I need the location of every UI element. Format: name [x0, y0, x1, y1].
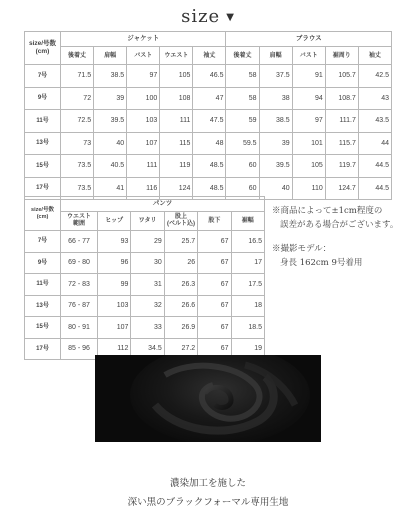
table1-cell: 38.5: [259, 110, 292, 133]
table1-corner-header: size/号数 (cm): [25, 32, 61, 65]
table1-cell: 43: [358, 87, 391, 110]
table1-cell: 38.5: [94, 65, 127, 88]
table2-cell: 18.5: [231, 317, 264, 339]
table-row: [25, 317, 265, 339]
table1-cell: 100: [127, 87, 160, 110]
table-row: [25, 252, 265, 274]
table2-cell: 30: [131, 252, 164, 274]
table1-cell: 47.5: [193, 110, 226, 133]
table-row: [25, 274, 265, 296]
table2-cell: 67: [198, 295, 231, 317]
table1-cell: 48: [193, 132, 226, 155]
size-label: 7号: [25, 231, 61, 253]
table2-cell: 93: [98, 231, 131, 253]
table-row: [25, 295, 265, 317]
table1-cell: 91: [292, 65, 325, 88]
table1-column-header: バスト: [127, 47, 160, 65]
table1-cell: 44.5: [358, 177, 391, 200]
table1-cell: 58: [226, 87, 259, 110]
table1-cell: 124: [160, 177, 193, 200]
size-label: 11号: [25, 274, 61, 296]
table2-cell: 67: [198, 338, 231, 360]
fabric-caption-line2: 深い黒のブラックフォーマル専用生地: [127, 497, 289, 508]
table1-cell: 73: [61, 132, 94, 155]
fabric-caption-line1: 濃染加工を施した: [169, 478, 246, 489]
table-row: [25, 231, 265, 253]
note-tolerance-line2: 誤差がある場合がございます。: [280, 220, 399, 230]
size-label: 17号: [25, 177, 61, 200]
table2-cell: 76 - 87: [61, 295, 98, 317]
table1-cell: 60: [226, 177, 259, 200]
table1-cell: 39.5: [259, 155, 292, 178]
table1-cell: 105.7: [325, 65, 358, 88]
pants-size-table: [24, 196, 265, 360]
table2-cell: 16.5: [231, 231, 264, 253]
table1-cell: 116: [127, 177, 160, 200]
page-title: [0, 6, 416, 27]
table1-column-header: 後着丈: [226, 47, 259, 65]
table1-cell: 119.7: [325, 155, 358, 178]
triangle-down-icon: ▼: [226, 12, 235, 23]
table1-cell: 40.5: [94, 155, 127, 178]
table2-cell: 18: [231, 295, 264, 317]
table2-column-header: 股下: [198, 212, 231, 231]
table2-cell: 17.5: [231, 274, 264, 296]
table-row: [25, 155, 392, 178]
note-model-line1: ※撮影モデル：: [272, 244, 332, 254]
table2-column-header: ワタリ: [131, 212, 164, 231]
fabric-drape-image: [95, 355, 321, 442]
table2-cell: 99: [98, 274, 131, 296]
table1-column-header: 肩幅: [259, 47, 292, 65]
table-row: [25, 65, 392, 88]
table2-column-header: 股上 (ベルト込): [164, 212, 197, 231]
table1-cell: 38: [259, 87, 292, 110]
table2-column-header: 裾幅: [231, 212, 264, 231]
table1-cell: 108.7: [325, 87, 358, 110]
table1-cell: 44: [358, 132, 391, 155]
table2-cell: 66 - 77: [61, 231, 98, 253]
table1-cell: 40: [94, 132, 127, 155]
table1-cell: 72.5: [61, 110, 94, 133]
table1-cell: 42.5: [358, 65, 391, 88]
table2-corner-header: size/号数 (cm): [25, 197, 61, 231]
table1-cell: 73.5: [61, 155, 94, 178]
table2-cell: 34.5: [131, 338, 164, 360]
table2-cell: 26.9: [164, 317, 197, 339]
table1-cell: 108: [160, 87, 193, 110]
table1-cell: 101: [292, 132, 325, 155]
table1-cell: 43.5: [358, 110, 391, 133]
table1-cell: 40: [259, 177, 292, 200]
table1-cell: 115.7: [325, 132, 358, 155]
table2-cell: 107: [98, 317, 131, 339]
table1-column-header: 裾周り: [325, 47, 358, 65]
table2-column-header: ヒップ: [98, 212, 131, 231]
table1-cell: 97: [292, 110, 325, 133]
table1-cell: 58: [226, 65, 259, 88]
table2-cell: 103: [98, 295, 131, 317]
table1-cell: 59: [226, 110, 259, 133]
table1-cell: 48.5: [193, 155, 226, 178]
notes: [272, 204, 412, 270]
table1-cell: 41: [94, 177, 127, 200]
table2-cell: 31: [131, 274, 164, 296]
size-label: 17号: [25, 338, 61, 360]
table1-column-header: 肩幅: [94, 47, 127, 65]
table1-cell: 37.5: [259, 65, 292, 88]
table2-cell: 26.6: [164, 295, 197, 317]
table2-cell: 26: [164, 252, 197, 274]
table1-cell: 111: [160, 110, 193, 133]
table2-cell: 80 - 91: [61, 317, 98, 339]
note-tolerance-line1: ※商品によって±1cm程度の: [272, 206, 383, 216]
table-row: [25, 87, 392, 110]
table1-cell: 110: [292, 177, 325, 200]
size-label: 9号: [25, 87, 61, 110]
size-label: 15号: [25, 155, 61, 178]
table2-cell: 112: [98, 338, 131, 360]
table1-cell: 39: [94, 87, 127, 110]
table-row: [25, 132, 392, 155]
note-model-line2: 身長 162cm 9号着用: [280, 258, 363, 268]
table1-cell: 39.5: [94, 110, 127, 133]
table1-cell: 94: [292, 87, 325, 110]
size-label: 15号: [25, 317, 61, 339]
table1-cell: 111.7: [325, 110, 358, 133]
table1-cell: 71.5: [61, 65, 94, 88]
size-label: 7号: [25, 65, 61, 88]
jacket-blouse-size-table: [24, 31, 392, 200]
table1-column-header: 袖丈: [358, 47, 391, 65]
table1-cell: 103: [127, 110, 160, 133]
size-label: 9号: [25, 252, 61, 274]
table1-cell: 111: [127, 155, 160, 178]
table1-cell: 39: [259, 132, 292, 155]
table2-cell: 27.2: [164, 338, 197, 360]
page-title-text: size: [181, 6, 221, 27]
table1-cell: 124.7: [325, 177, 358, 200]
table2-cell: 26.3: [164, 274, 197, 296]
pants-header: パンツ: [61, 197, 265, 212]
table2-cell: 96: [98, 252, 131, 274]
table1-column-header: バスト: [292, 47, 325, 65]
table1-cell: 105: [160, 65, 193, 88]
table2-cell: 25.7: [164, 231, 197, 253]
size-label: 11号: [25, 110, 61, 133]
table1-cell: 105: [292, 155, 325, 178]
table1-cell: 60: [226, 155, 259, 178]
table1-column-header: 袖丈: [193, 47, 226, 65]
jacket-header: ジャケット: [61, 32, 226, 47]
blouse-header: ブラウス: [226, 32, 392, 47]
size-label: 13号: [25, 295, 61, 317]
table1-column-header: 後着丈: [61, 47, 94, 65]
table2-column-header: ウエスト 範囲: [61, 212, 98, 231]
table1-cell: 44.5: [358, 155, 391, 178]
table1-cell: 119: [160, 155, 193, 178]
size-label: 13号: [25, 132, 61, 155]
table1-cell: 115: [160, 132, 193, 155]
table2-cell: 72 - 83: [61, 274, 98, 296]
table2-cell: 67: [198, 231, 231, 253]
table1-cell: 47: [193, 87, 226, 110]
table1-cell: 73.5: [61, 177, 94, 200]
table2-cell: 67: [198, 317, 231, 339]
table2-cell: 19: [231, 338, 264, 360]
table1-cell: 46.5: [193, 65, 226, 88]
table1-cell: 59.5: [226, 132, 259, 155]
table1-cell: 72: [61, 87, 94, 110]
table2-cell: 67: [198, 274, 231, 296]
table2-cell: 17: [231, 252, 264, 274]
table1-cell: 97: [127, 65, 160, 88]
table2-cell: 85 - 96: [61, 338, 98, 360]
table1-column-header: ウエスト: [160, 47, 193, 65]
table1-cell: 107: [127, 132, 160, 155]
table1-cell: 48.5: [193, 177, 226, 200]
table2-cell: 29: [131, 231, 164, 253]
table2-cell: 67: [198, 252, 231, 274]
fabric-photo: [95, 355, 321, 442]
table2-cell: 33: [131, 317, 164, 339]
table2-cell: 32: [131, 295, 164, 317]
table2-cell: 69 - 80: [61, 252, 98, 274]
table-row: [25, 110, 392, 133]
